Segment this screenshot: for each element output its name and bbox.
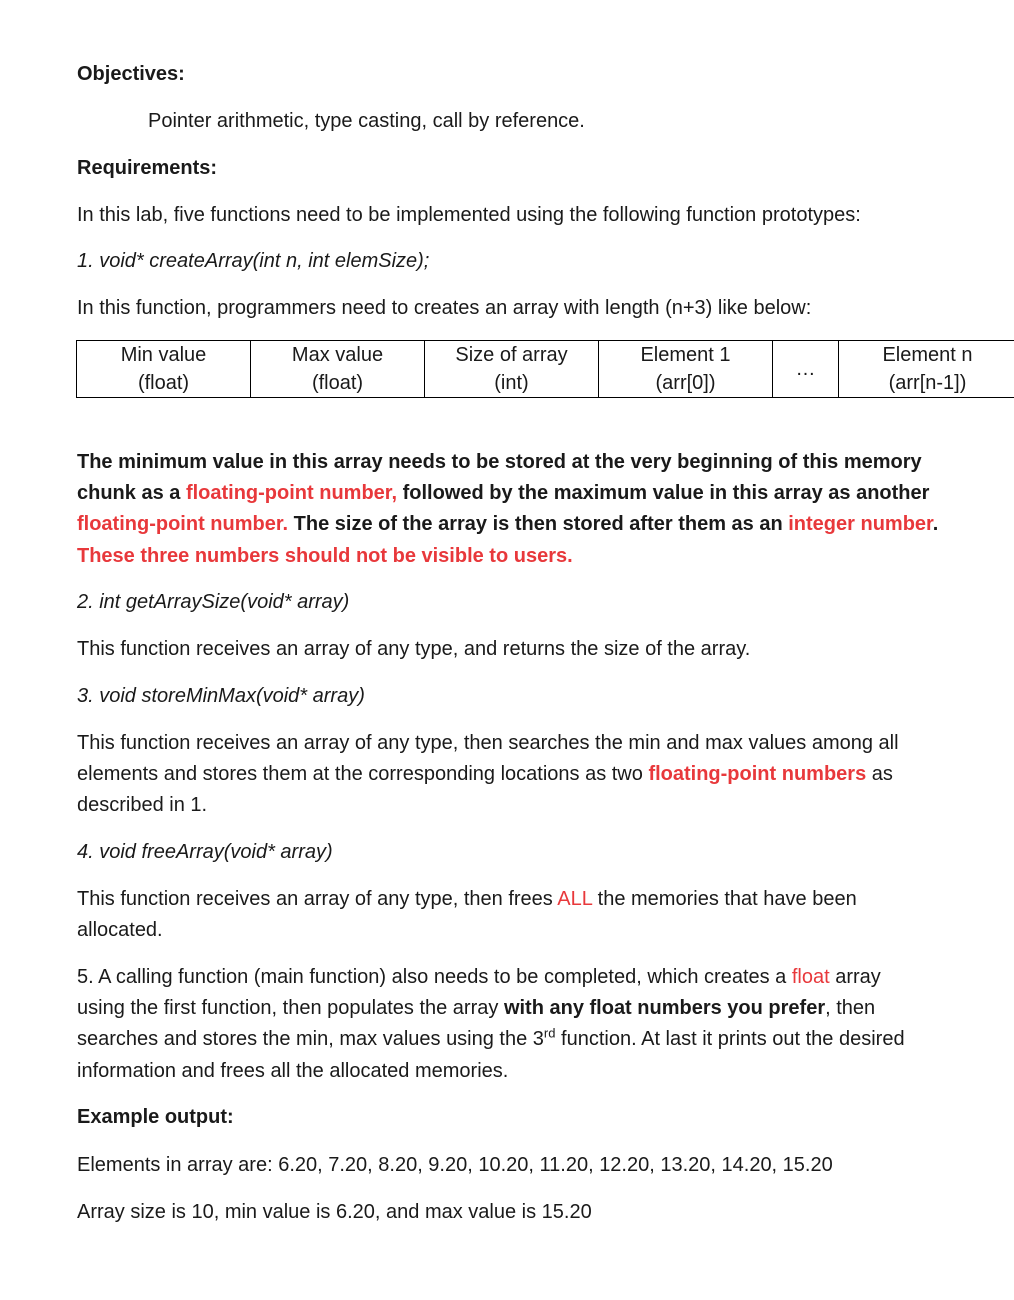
text-run: chunk as a (77, 482, 186, 504)
function5-line-4: information and frees all the allocated memories. (77, 1060, 509, 1082)
function4-desc-line-1 (77, 887, 857, 911)
memory-layout-row (77, 341, 1014, 398)
objectives-heading: Objectives: (77, 63, 185, 85)
text-run: as (866, 763, 893, 785)
objectives-text: Pointer arithmetic, type casting, call by reference. (148, 110, 585, 132)
ellipsis-text: … (795, 358, 816, 380)
text-run: function. At last it prints out the desired (555, 1028, 905, 1050)
example-output-line-1: Elements in array are: 6.20, 7.20, 8.20, 9.20, 10.20, 11.20, 12.20, 13.20, 14.20, 15.20 (77, 1154, 833, 1176)
function5-line-3 (77, 1027, 905, 1051)
memory-layout-table (76, 340, 1014, 398)
highlight-text: floating-point number, (185, 482, 398, 504)
cell-label: Size of array (455, 344, 568, 366)
bold-paragraph-line-3 (77, 512, 938, 536)
cell-min-value (77, 341, 251, 398)
cell-ellipsis (773, 341, 839, 398)
superscript-text: rd (543, 1025, 556, 1041)
bold-paragraph-line-1: The minimum value in this array needs to be stored at the very beginning of this memory (77, 451, 922, 473)
cell-label: Element n (882, 344, 973, 366)
function4-desc-line-2: allocated. (77, 919, 163, 941)
function5-line-1 (77, 965, 881, 989)
text-run: The size of the array is then stored after them as an (288, 513, 789, 535)
emphasis-text: with any float numbers you prefer (503, 997, 826, 1019)
highlight-text: floating-point number. (77, 513, 289, 535)
text-run: elements and stores them at the corresponding locations as two (77, 763, 649, 785)
cell-type: (int) (494, 372, 529, 394)
cell-type: (arr[0]) (655, 372, 716, 394)
text-run: searches and stores the min, max values using the 3 (77, 1028, 544, 1050)
cell-max-value (251, 341, 425, 398)
requirements-intro: In this lab, five functions need to be implemented using the following function prototypes: (77, 204, 861, 226)
function1-description: In this function, programmers need to creates an array with length (n+3) like below: (77, 297, 812, 319)
cell-element-1 (599, 341, 773, 398)
function2-description: This function receives an array of any type, and returns the size of the array. (77, 638, 751, 660)
highlight-text: integer number (788, 513, 933, 535)
cell-array-size (425, 341, 599, 398)
cell-label: Max value (291, 344, 384, 366)
cell-type: (float) (137, 372, 190, 394)
text-run: . (932, 513, 939, 535)
function4-prototype: 4. void freeArray(void* array) (77, 841, 333, 863)
text-run: followed by the maximum value in this array as another (397, 482, 930, 504)
highlight-text: float (791, 966, 830, 988)
example-output-line-2: Array size is 10, min value is 6.20, and max value is 15.20 (77, 1201, 592, 1223)
highlight-text: ALL (557, 888, 593, 910)
cell-label: Min value (120, 344, 207, 366)
text-run: the memories that have been (592, 888, 857, 910)
cell-type: (float) (311, 372, 364, 394)
function3-desc-line-3: described in 1. (77, 794, 208, 816)
function3-desc-line-2 (77, 762, 893, 786)
bold-paragraph-line-4: These three numbers should not be visible to users. (77, 545, 573, 567)
text-run: , then (825, 997, 876, 1019)
cell-element-n (839, 341, 1014, 398)
requirements-heading: Requirements: (77, 157, 218, 179)
function3-desc-line-1: This function receives an array of any type, then searches the min and max values among all (77, 732, 899, 754)
text-run: This function receives an array of any type, then frees (77, 888, 558, 910)
function5-line-2 (77, 996, 875, 1020)
function2-prototype: 2. int getArraySize(void* array) (77, 591, 350, 613)
cell-type: (arr[n-1]) (888, 372, 967, 394)
text-run: array (829, 966, 881, 988)
highlight-text: floating-point numbers (648, 763, 867, 785)
example-output-heading: Example output: (77, 1106, 234, 1128)
function1-prototype: 1. void* createArray(int n, int elemSize); (77, 250, 430, 272)
bold-paragraph-line-2 (77, 481, 929, 505)
text-run: 5. A calling function (main function) also needs to be completed, which creates a (77, 966, 792, 988)
text-run: using the first function, then populates the array (77, 997, 504, 1019)
cell-label: Element 1 (640, 344, 731, 366)
function3-prototype: 3. void storeMinMax(void* array) (77, 685, 365, 707)
